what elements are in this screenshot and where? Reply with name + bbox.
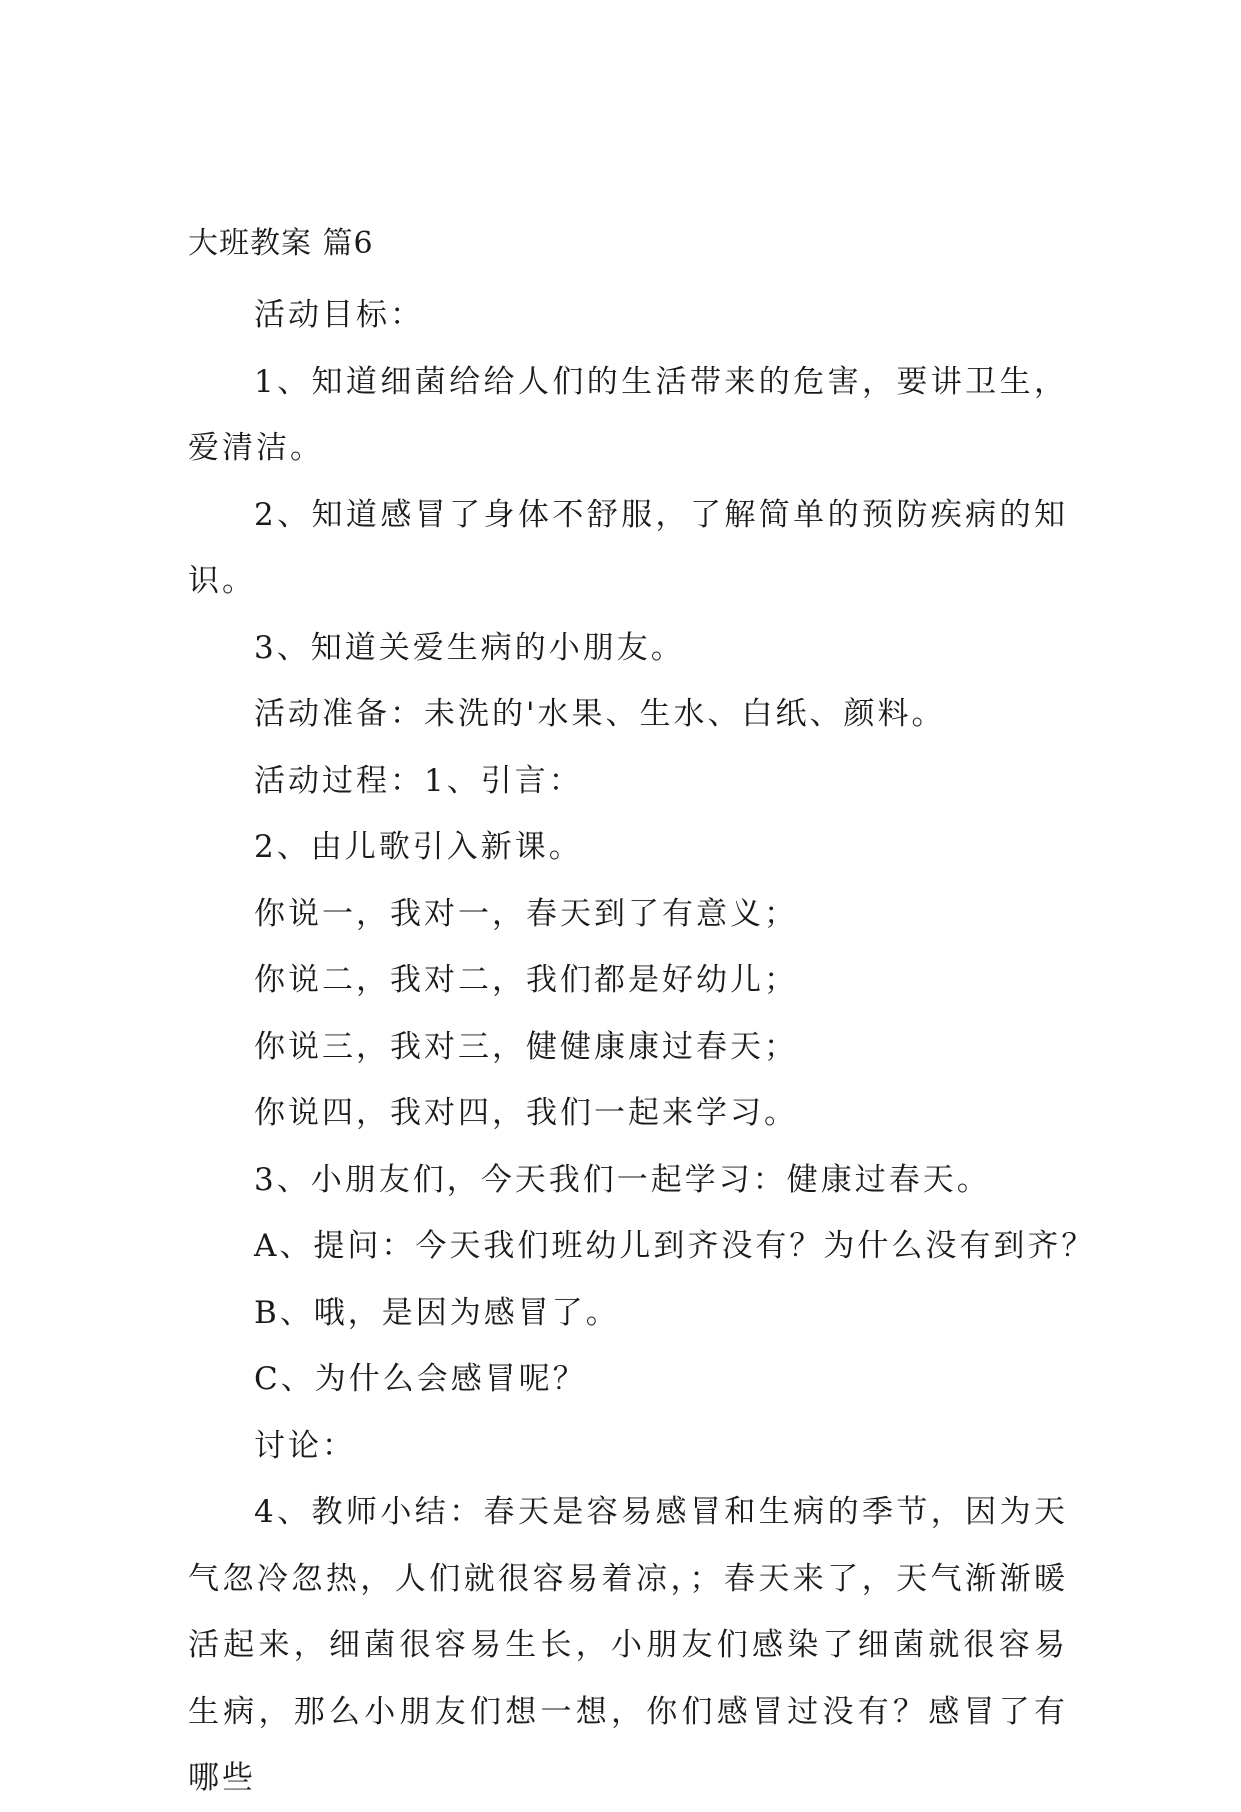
paragraph: 你说一，我对一，春天到了有意义； — [254, 895, 798, 932]
paragraph: 活动目标： — [254, 297, 424, 333]
paragraph: 你说三，我对三，健健康康过春天； — [254, 1028, 798, 1065]
paragraph: 2、知道感冒了身体不舒服，了解简单的预防疾病的知识。 — [188, 496, 1068, 599]
paragraph: 活动过程：1、引言： — [254, 762, 583, 799]
paragraph: 讨论： — [254, 1427, 356, 1464]
paragraph: 你说四，我对四，我们一起来学习。 — [254, 1095, 798, 1131]
paragraph: C、为什么会感冒呢？ — [254, 1361, 587, 1397]
paragraph: 活动准备：未洗的'水果、生水、白纸、颜料。 — [254, 696, 946, 732]
paragraph: 4、教师小结：春天是容易感冒和生病的季节，因为天气忽冷忽热，人们就很容易着凉，；春天来了，天气渐渐暖活起来，细菌很容易生长，小朋友们感染了细菌就很容易生病，那么小朋友们想一想，你们感冒过没有？感冒了有哪些 — [188, 1494, 1068, 1796]
paragraph: 你说二，我对二，我们都是好幼儿； — [254, 962, 798, 998]
document-title: 大班教案 篇6 — [188, 226, 374, 261]
document-body — [188, 282, 1096, 1812]
paragraph: A、提问：今天我们班幼儿到齐没有？为什么没有到齐？ — [254, 1228, 1096, 1264]
paragraph: 3、小朋友们，今天我们一起学习：健康过春天。 — [254, 1161, 991, 1198]
paragraph: 1、知道细菌给给人们的生活带来的危害，要讲卫生，爱清洁。 — [188, 363, 1068, 466]
paragraph: B、哦，是因为感冒了。 — [254, 1294, 620, 1331]
paragraph: 3、知道关爱生病的小朋友。 — [254, 629, 685, 666]
paragraph: 2、由儿歌引入新课。 — [254, 829, 583, 865]
